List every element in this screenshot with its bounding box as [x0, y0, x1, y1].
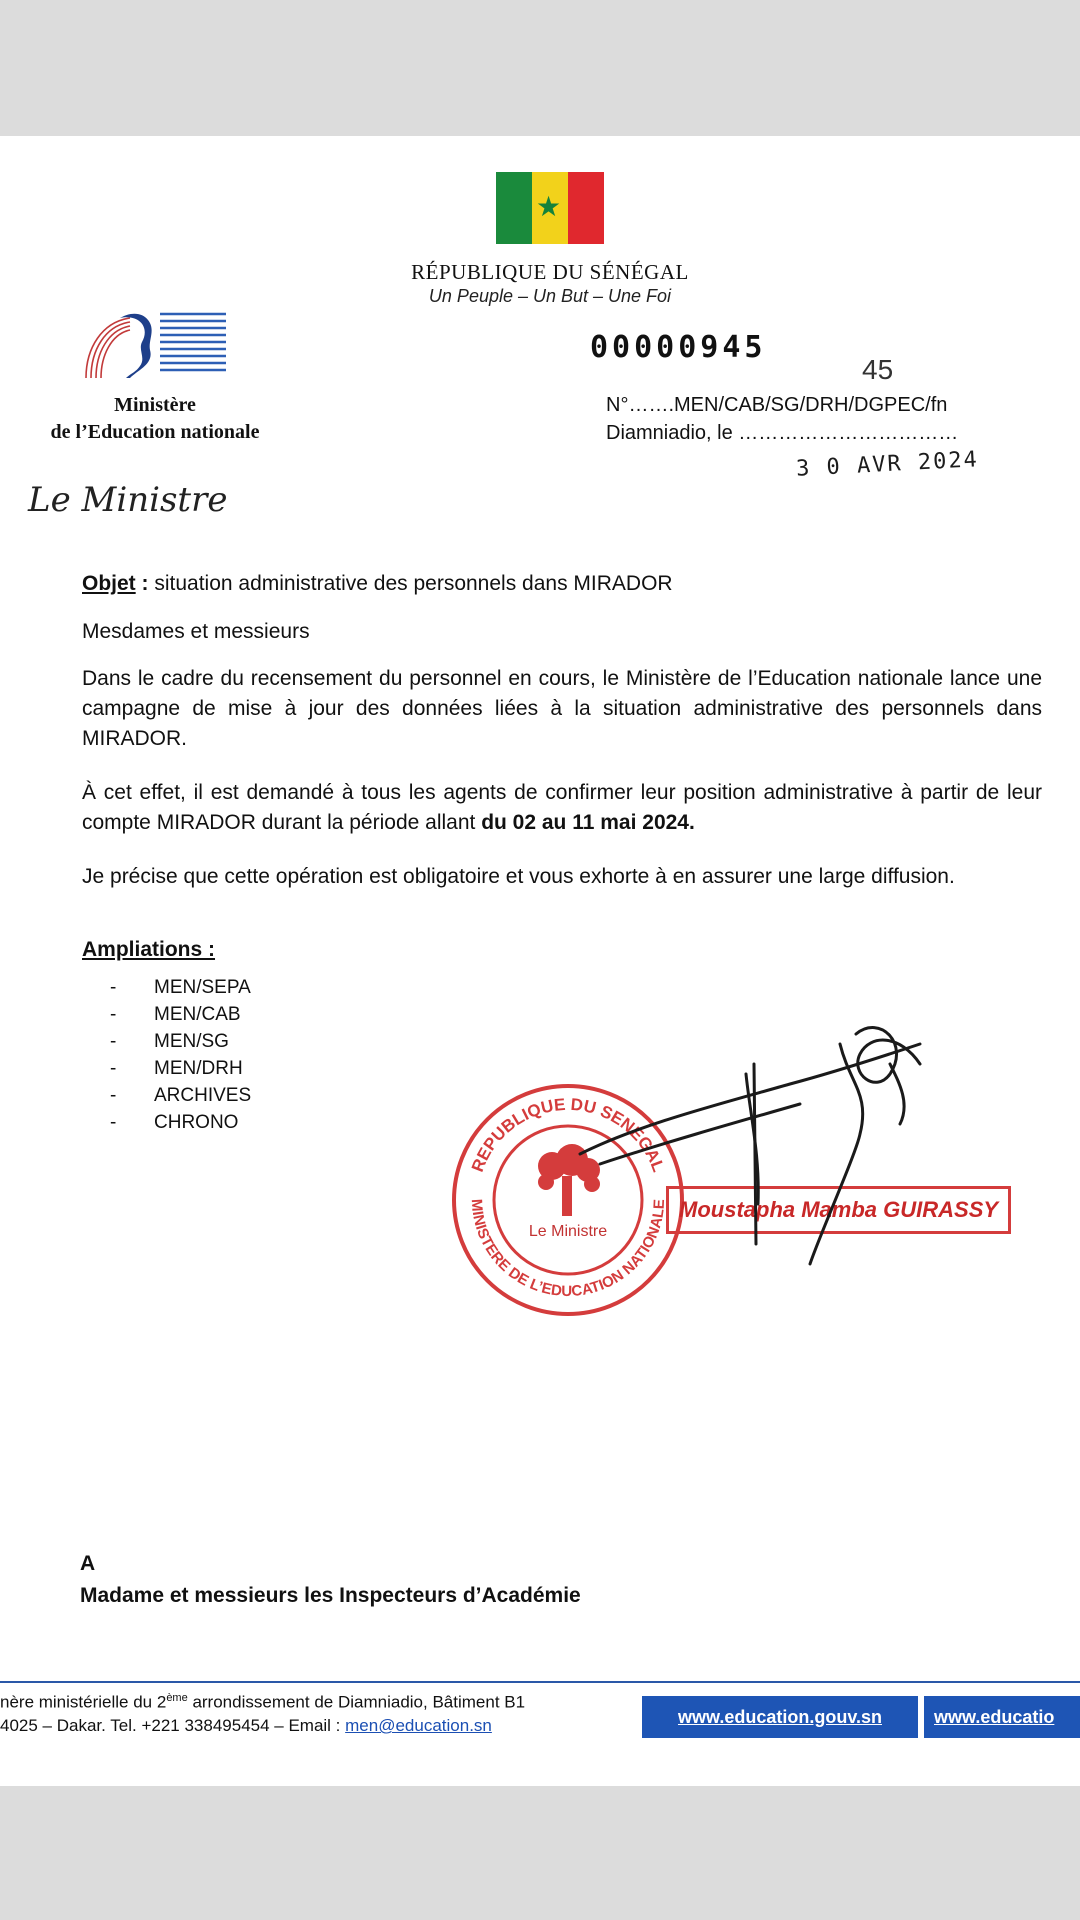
subject-line [82, 572, 673, 596]
flag-red-band [568, 172, 604, 244]
republic-title: RÉPUBLIQUE DU SÉNÉGAL [411, 260, 689, 284]
place-date-line: Diamniadio, le …………………………… [606, 422, 959, 444]
paragraph-2-end: . [688, 811, 695, 834]
list-dash: - [110, 1085, 117, 1106]
list-item [110, 1055, 251, 1082]
signature [560, 1004, 960, 1304]
ministry-name [20, 392, 290, 446]
reference-line: N°…….MEN/CAB/SG/DRH/DGPEC/fn [606, 394, 948, 416]
le-ministre-heading: Le Ministre [28, 480, 228, 520]
list-dash: - [110, 1058, 117, 1079]
list-dash: - [110, 1112, 117, 1133]
paragraph-2-text: À cet effet, il est demandé à tous les agents de confirmer leur position administrative à partir de leur compte MIRADOR durant la période allant [82, 781, 1042, 834]
list-item [110, 1001, 251, 1028]
list-item [110, 1109, 251, 1136]
ministry-logo [80, 308, 230, 380]
subject-text: situation administrative des personnels dans MIRADOR [154, 572, 673, 595]
footer-address-line2-text: 4025 – Dakar. Tel. +221 338495454 – Email : [0, 1716, 346, 1735]
list-item-label: MEN/CAB [154, 1004, 241, 1025]
paragraph-2-period: du 02 au 11 mai 2024 [481, 811, 689, 834]
list-item-label: MEN/SEPA [154, 977, 251, 998]
stamp-ring-top-path: REPUBLIQUE DU SENEGAL [467, 1094, 669, 1175]
paragraph-2 [82, 778, 1042, 838]
salutation: Mesdames et messieurs [82, 620, 310, 643]
list-item [110, 1082, 251, 1109]
list-item [110, 1028, 251, 1055]
handwritten-mark: 45 [862, 354, 894, 385]
addressee-prefix: A [80, 1552, 96, 1575]
footer-address-line2 [0, 1716, 492, 1736]
footer-address-line1-pre: nère ministérielle du 2 [0, 1692, 167, 1712]
list-dash: - [110, 977, 117, 998]
republic-motto: Un Peuple – Un But – Une Foi [428, 286, 672, 306]
signatory-name: Moustapha Mamba GUIRASSY [666, 1186, 1011, 1234]
ministry-name-line1: Ministère [114, 394, 196, 416]
footer-address-line1-post: arrondissement de Diamniadio, Bâtiment B1 [187, 1692, 526, 1712]
senegal-flag [496, 172, 604, 244]
footer-divider [0, 1681, 1080, 1683]
letter-page [0, 136, 1080, 1786]
list-item [110, 974, 251, 1001]
stamp-center-text: Le Ministre [528, 1223, 608, 1240]
star-icon: ★ [536, 191, 562, 222]
date-stamp: 3 0 AVR 2024 [795, 447, 980, 482]
list-item-label: MEN/SG [154, 1031, 229, 1052]
ampliations-list [110, 974, 251, 1136]
email-link[interactable]: men@education.sn [345, 1716, 492, 1735]
list-item-label: MEN/DRH [154, 1058, 243, 1079]
website-link-1[interactable]: www.education.gouv.sn [642, 1696, 918, 1738]
footer-address-line1 [0, 1692, 525, 1713]
paragraph-1: Dans le cadre du recensement du personnel en cours, le Ministère de l’Education nationale lance une campagne de mise à jour des données liées à la situation administrative des personnels dans MIRADOR. [82, 667, 1042, 750]
paragraph-3: Je précise que cette opération est obligatoire et vous exhorte à en assurer une large diffusion. [82, 865, 955, 888]
reference-number: 00000945 [590, 330, 767, 365]
list-item-label: ARCHIVES [154, 1085, 252, 1106]
footer-superscript: ème [166, 1692, 188, 1704]
flag-green-band [496, 172, 532, 244]
list-item-label: CHRONO [154, 1112, 239, 1133]
ministry-name-line2: de l’Education nationale [50, 421, 260, 443]
stamp-ring-bottom-path: MINISTERE DE L’EDUCATION NATIONALE [467, 1198, 669, 1301]
subject-label: Objet [82, 572, 136, 595]
subject-separator: : [135, 572, 155, 595]
website-link-2[interactable]: www.educatio [924, 1696, 1080, 1738]
list-dash: - [110, 1031, 117, 1052]
addressee: Madame et messieurs les Inspecteurs d’Académie [80, 1584, 581, 1607]
ampliations-title: Ampliations : [82, 938, 216, 961]
list-dash: - [110, 1004, 117, 1025]
